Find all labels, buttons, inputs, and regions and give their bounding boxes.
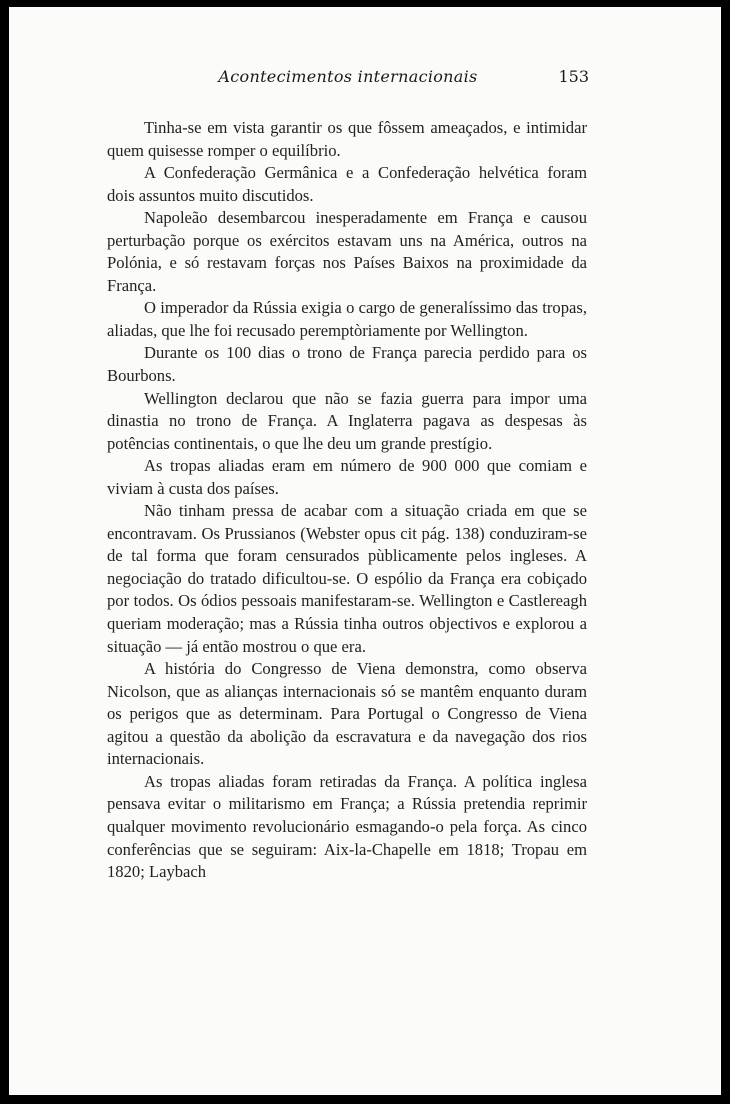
paragraph: Não tinham pressa de acabar com a situação criada em que se encontravam. Os Prussianos (Webster opus cit pág. 138) conduziram-se de tal forma que foram censurados pùblicamente pelos ingleses. A negociação do tratado dificultou-se. O espólio da França era cobiçado por todos. Os ódios pessoais manifestaram-se. Wellington e Castlereagh queriam moderação; mas a Rússia tinha outros objectivos e explorou a situação — já então mostrou o que era. [107,501,587,656]
body-text [107,117,587,884]
paragraph: As tropas aliadas eram em número de 900 000 que comiam e viviam à custa dos países. [107,456,587,498]
paragraph: O imperador da Rússia exigia o cargo de generalíssimo das tropas, aliadas, que lhe foi recusado peremptòriamente por Wellington. [107,298,587,340]
running-title: Acontecimentos internacionais [218,67,478,86]
book-page [9,7,721,1095]
paragraph: Napoleão desembarcou inesperadamente em França e causou perturbação porque os exércitos estavam uns na América, outros na Polónia, e só restavam forças nos Países Baixos na proximidade da França. [107,208,587,295]
page-header [107,67,589,93]
paragraph: Tinha-se em vista garantir os que fôssem ameaçados, e intimidar quem quisesse romper o equilíbrio. [107,118,587,160]
paragraph: As tropas aliadas foram retiradas da França. A política inglesa pensava evitar o militarismo em França; a Rússia pretendia reprimir qualquer movimento revolucionário esmagando-o pela força. As cinco conferências que se seguiram: Aix-la-Chapelle em 1818; Tropau em 1820; Laybach [107,771,587,882]
paragraph: A história do Congresso de Viena demonstra, como observa Nicolson, que as alianças internacionais só se mantêm enquanto duram os perigos que as determinam. Para Portugal o Congresso de Viena agitou a questão da abolição da escravatura e da navegação dos rios internacionais. [107,659,587,769]
paragraph: Wellington declarou que não se fazia guerra para impor uma dinastia no trono de França. A Inglaterra pagava as despesas às potências continentais, o que lhe deu um grande prestígio. [107,388,587,453]
page-number: 153 [558,67,589,86]
paragraph: A Confederação Germânica e a Confederação helvética foram dois assuntos muito discutidos. [107,163,587,205]
paragraph: Durante os 100 dias o trono de França parecia perdido para os Bourbons. [107,343,587,386]
